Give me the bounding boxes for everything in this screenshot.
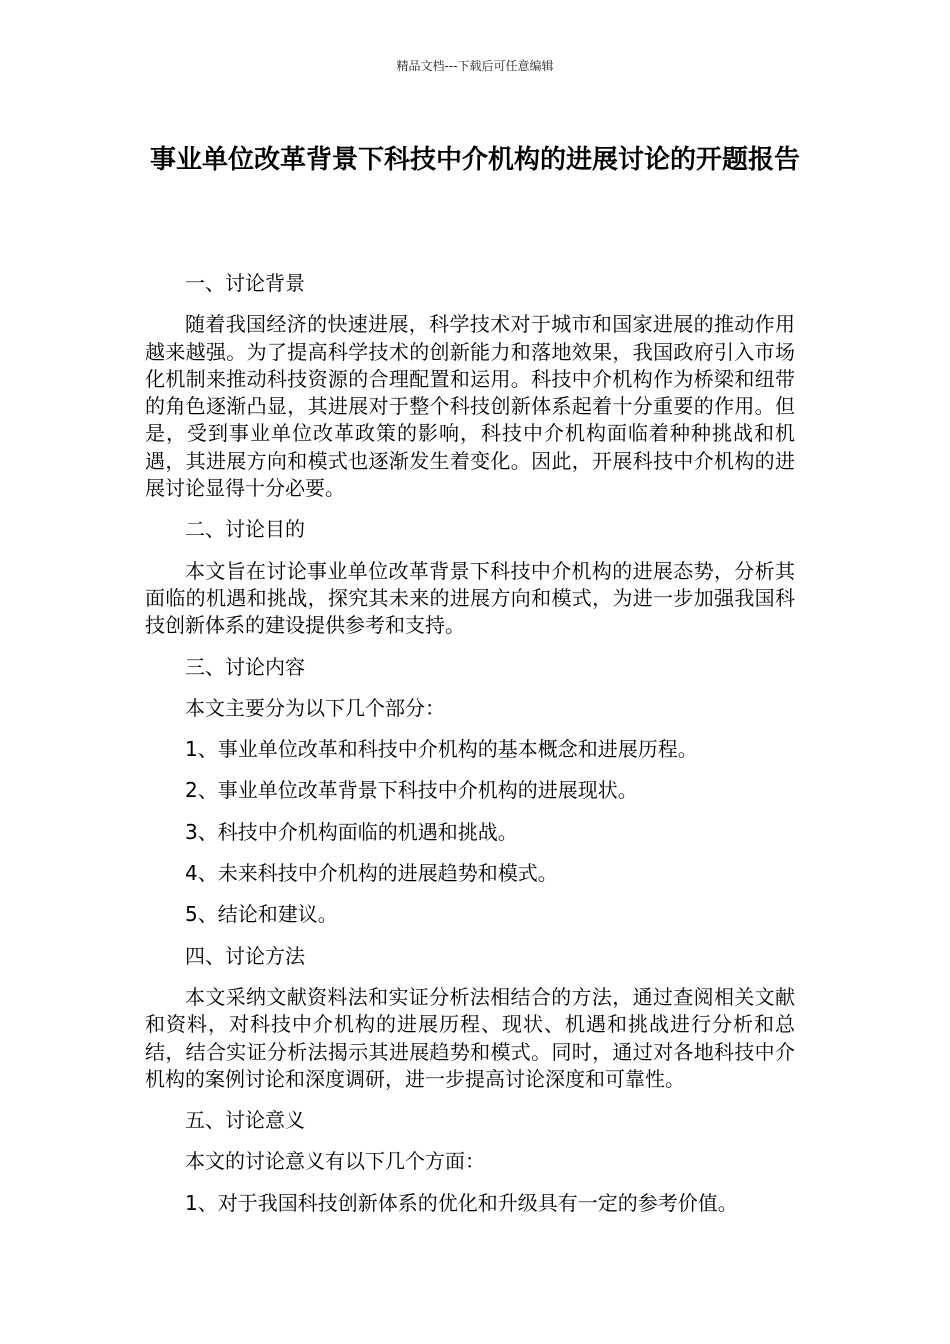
section-heading-content: 三、讨论内容 [185,654,305,679]
page-header-note: 精品文档---下载后可任意编辑 [396,59,554,73]
list-item: 2、事业单位改革背景下科技中介机构的进展现状。 [185,778,638,803]
section-intro-content: 本文主要分为以下几个部分： [185,695,445,720]
list-item: 1、对于我国科技创新体系的优化和升级具有一定的参考价值。 [185,1190,738,1215]
document-body [145,270,795,1231]
section-heading-significance: 五、讨论意义 [185,1108,305,1133]
section-body-background: 随着我国经济的快速进展，科学技术对于城市和国家进展的推动作用越来越强。为了提高科学技术的创新能力和落地效果，我国政府引入市场化机制来推动科技资源的合理配置和运用。科技中介机构作为桥梁和纽带的角色逐渐凸显，其进展对于整个科技创新体系起着十分重要的作用。但是，受到事业单位改革政策的影响，科技中介机构面临着种种挑战和机遇，其进展方向和模式也逐渐发生着变化。因此，开展科技中介机构的进展讨论显得十分必要。 [145,312,795,501]
section-heading-method: 四、讨论方法 [185,943,305,968]
section-body-purpose: 本文旨在讨论事业单位改革背景下科技中介机构的进展态势，分析其面临的机遇和挑战，探究其未来的进展方向和模式，为进一步加强我国科技创新体系的建设提供参考和支持。 [145,558,795,638]
section-heading-background: 一、讨论背景 [185,271,305,295]
list-item: 3、科技中介机构面临的机遇和挑战。 [185,819,518,844]
list-item: 5、结论和建议。 [185,902,338,927]
document-title: 事业单位改革背景下科技中介机构的进展讨论的开题报告 [149,145,800,175]
list-item: 4、未来科技中介机构的进展趋势和模式。 [185,861,558,886]
section-intro-significance: 本文的讨论意义有以下几个方面： [185,1149,485,1174]
section-heading-purpose: 二、讨论目的 [185,517,305,542]
list-item: 1、事业单位改革和科技中介机构的基本概念和进展历程。 [185,737,698,762]
section-body-method: 本文采纳文献资料法和实证分析法相结合的方法，通过查阅相关文献和资料，对科技中介机构的进展历程、现状、机遇和挑战进行分析和总结，结合实证分析法揭示其进展趋势和模式。同时，通过对各地科技中介机构的案例讨论和深度调研，进一步提高讨论深度和可靠性。 [145,984,795,1091]
